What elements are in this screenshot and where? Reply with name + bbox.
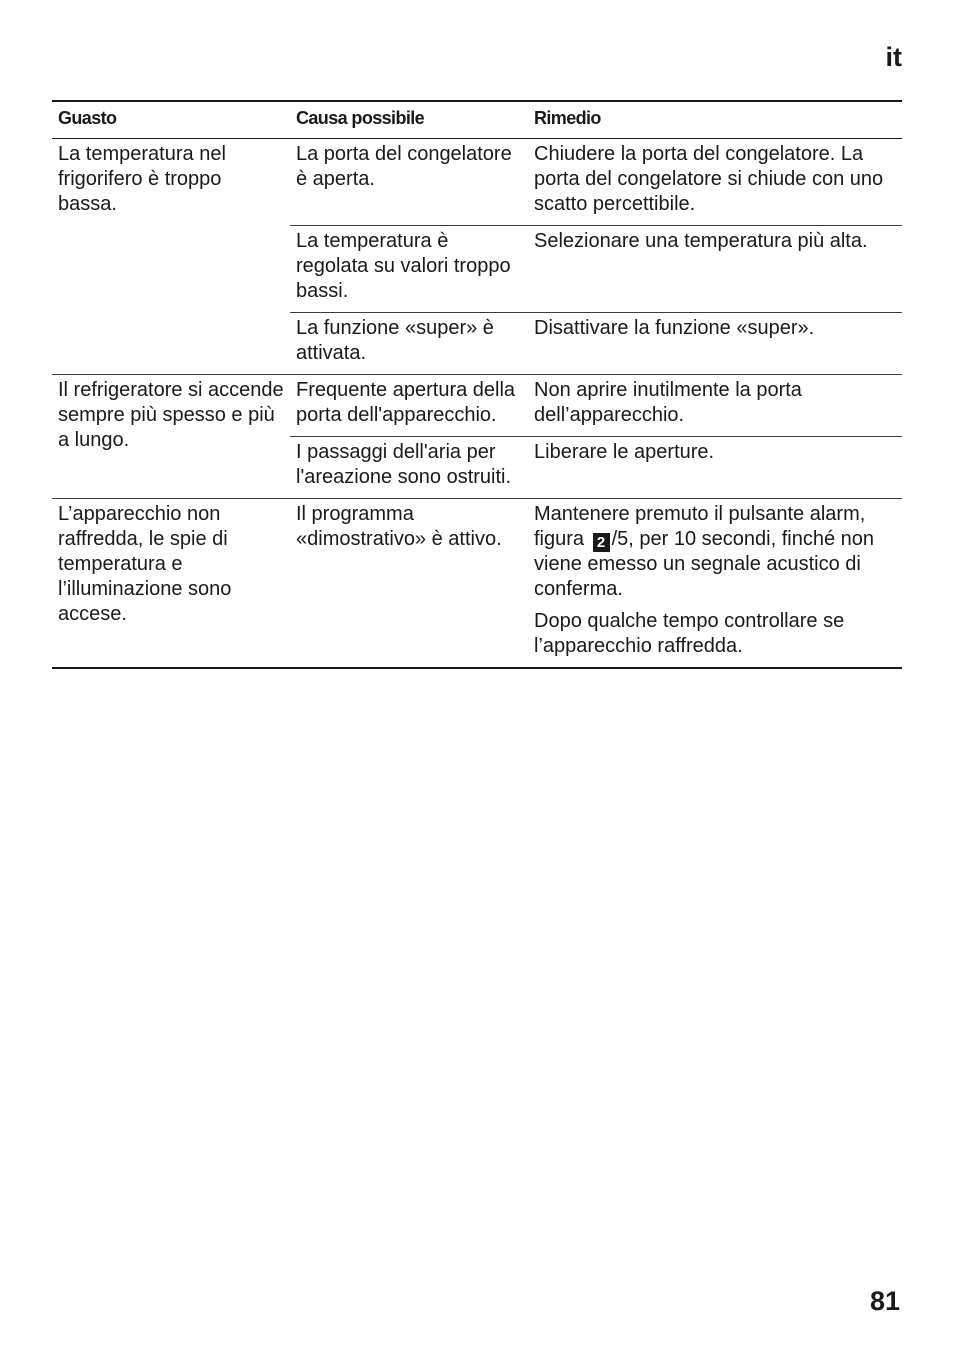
table-row xyxy=(52,375,902,437)
cause-cell: Il programma «dimostrativo» è attivo. xyxy=(296,503,502,550)
remedy-paragraph: Dopo qualche tempo controllare se l’apparecchio raffredda. xyxy=(534,610,845,657)
table-row xyxy=(52,139,902,226)
troubleshooting-table xyxy=(52,100,902,669)
remedy-cell xyxy=(528,499,902,669)
cause-cell: Frequente apertura della porta dell'apparecchio. xyxy=(290,375,528,437)
fault-cell: L’apparecchio non raffredda, le spie di temperatura e l’illuminazione sono accese. xyxy=(58,503,232,625)
figure-number-badge: 2 xyxy=(593,533,610,552)
header-cause: Causa possibile xyxy=(296,108,425,128)
cause-cell: I passaggi dell'aria per l'areazione sono ostruiti. xyxy=(296,441,512,488)
header-remedy: Rimedio xyxy=(534,108,601,128)
page-number: 81 xyxy=(869,1286,900,1316)
cause-cell: La temperatura è regolata su valori troppo bassi. xyxy=(290,226,528,313)
language-tag: it xyxy=(885,42,902,72)
remedy-text: Mantenere premuto il pulsante alarm, figura xyxy=(534,503,866,550)
table-row xyxy=(52,499,902,669)
fault-cell: La temperatura nel frigorifero è troppo bassa. xyxy=(58,143,226,215)
remedy-cell: Non aprire inutilmente la porta dell’apparecchio. xyxy=(528,375,902,437)
header-fault: Guasto xyxy=(58,108,117,128)
remedy-text: /5, per 10 secondi, finché non viene emesso un segnale acustico di conferma. xyxy=(534,528,874,600)
cause-cell: La funzione «super» è attivata. xyxy=(296,317,494,364)
remedy-cell: Disattivare la funzione «super». xyxy=(534,317,815,339)
table-header-row xyxy=(52,101,902,139)
remedy-cell: Liberare le aperture. xyxy=(534,441,715,463)
remedy-paragraph xyxy=(534,502,896,602)
cause-cell: La porta del congelatore è aperta. xyxy=(290,139,528,226)
fault-cell: Il refrigeratore si accende sempre più spesso e più a lungo. xyxy=(58,379,284,451)
remedy-cell: Chiudere la porta del congelatore. La porta del congelatore si chiude con uno scatto percettibile. xyxy=(528,139,902,226)
remedy-cell: Selezionare una temperatura più alta. xyxy=(528,226,902,313)
